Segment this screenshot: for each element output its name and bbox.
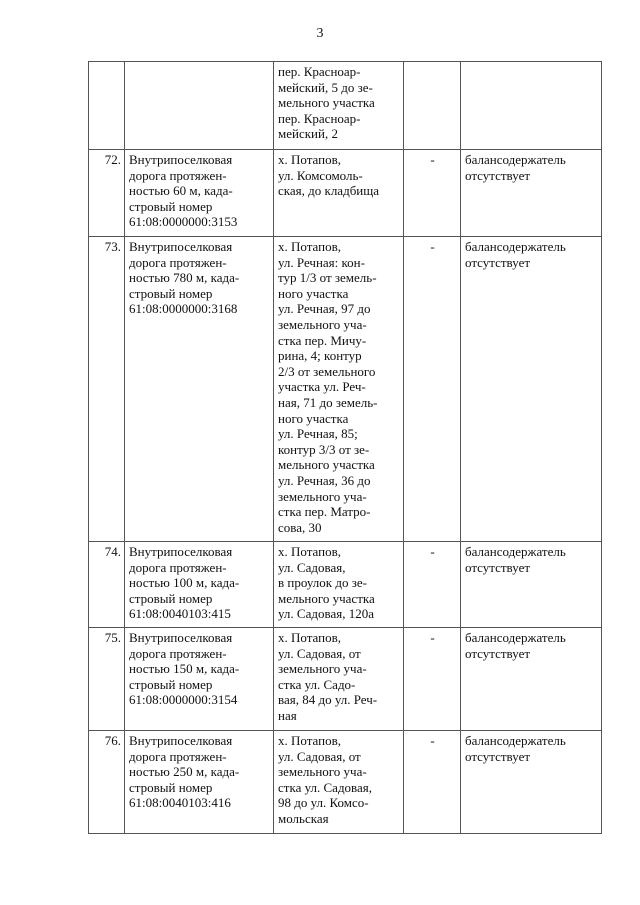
dash-cell: - xyxy=(404,542,461,628)
road-location-cell: х. Потапов, ул. Речная: кон- тур 1/3 от земель- ного участка ул. Речная, 97 до земельного уча- стка пер. Мичу- рина, 4; контур 2/3 от земельного участка ул. Реч- ная, 71 до земель- ного участка ул. Речная, 85; контур 3/3 от зе- мельного участка ул. Речная, 36 до земельного уча- стка пер. Матро- сова, 30 xyxy=(274,237,404,542)
road-registry-table xyxy=(88,61,602,834)
page-number: 3 xyxy=(316,26,324,41)
row-number-cell: 74. xyxy=(89,542,125,628)
dash-cell: - xyxy=(404,150,461,237)
row-number-cell: 75. xyxy=(89,627,125,730)
road-description-cell: Внутрипоселковая дорога протяжен- ностью 60 м, када- стровый номер 61:08:0000000:3153 xyxy=(125,150,274,237)
row-number-cell xyxy=(89,62,125,150)
balance-holder-cell xyxy=(461,62,602,150)
table-row xyxy=(89,730,602,833)
road-location-cell: х. Потапов, ул. Комсомоль- ская, до кладбища xyxy=(274,150,404,237)
dash-cell xyxy=(404,62,461,150)
balance-holder-cell: балансодержатель отсутствует xyxy=(461,627,602,730)
road-location-cell: пер. Красноар- мейский, 5 до зе- мельного участка пер. Красноар- мейский, 2 xyxy=(274,62,404,150)
road-description-cell xyxy=(125,62,274,150)
row-number-cell: 72. xyxy=(89,150,125,237)
table-row xyxy=(89,62,602,150)
table-row xyxy=(89,627,602,730)
dash-cell: - xyxy=(404,627,461,730)
road-description-cell: Внутрипоселковая дорога протяжен- ностью 150 м, када- стровый номер 61:08:0000000:3154 xyxy=(125,627,274,730)
row-number-cell: 73. xyxy=(89,237,125,542)
balance-holder-cell: балансодержатель отсутствует xyxy=(461,730,602,833)
balance-holder-cell: балансодержатель отсутствует xyxy=(461,542,602,628)
table-row xyxy=(89,542,602,628)
road-description-cell: Внутрипоселковая дорога протяжен- ностью 100 м, када- стровый номер 61:08:0040103:415 xyxy=(125,542,274,628)
balance-holder-cell: балансодержатель отсутствует xyxy=(461,237,602,542)
road-description-cell: Внутрипоселковая дорога протяжен- ностью 250 м, када- стровый номер 61:08:0040103:416 xyxy=(125,730,274,833)
road-location-cell: х. Потапов, ул. Садовая, от земельного уча- стка ул. Садовая, 98 до ул. Комсо- мольская xyxy=(274,730,404,833)
table-row xyxy=(89,237,602,542)
dash-cell: - xyxy=(404,237,461,542)
dash-cell: - xyxy=(404,730,461,833)
road-location-cell: х. Потапов, ул. Садовая, в проулок до зе- мельного участка ул. Садовая, 120а xyxy=(274,542,404,628)
balance-holder-cell: балансодержатель отсутствует xyxy=(461,150,602,237)
road-location-cell: х. Потапов, ул. Садовая, от земельного уча- стка ул. Садо- вая, 84 до ул. Реч- ная xyxy=(274,627,404,730)
table-row xyxy=(89,150,602,237)
road-description-cell: Внутрипоселковая дорога протяжен- ностью 780 м, када- стровый номер 61:08:0000000:3168 xyxy=(125,237,274,542)
row-number-cell: 76. xyxy=(89,730,125,833)
